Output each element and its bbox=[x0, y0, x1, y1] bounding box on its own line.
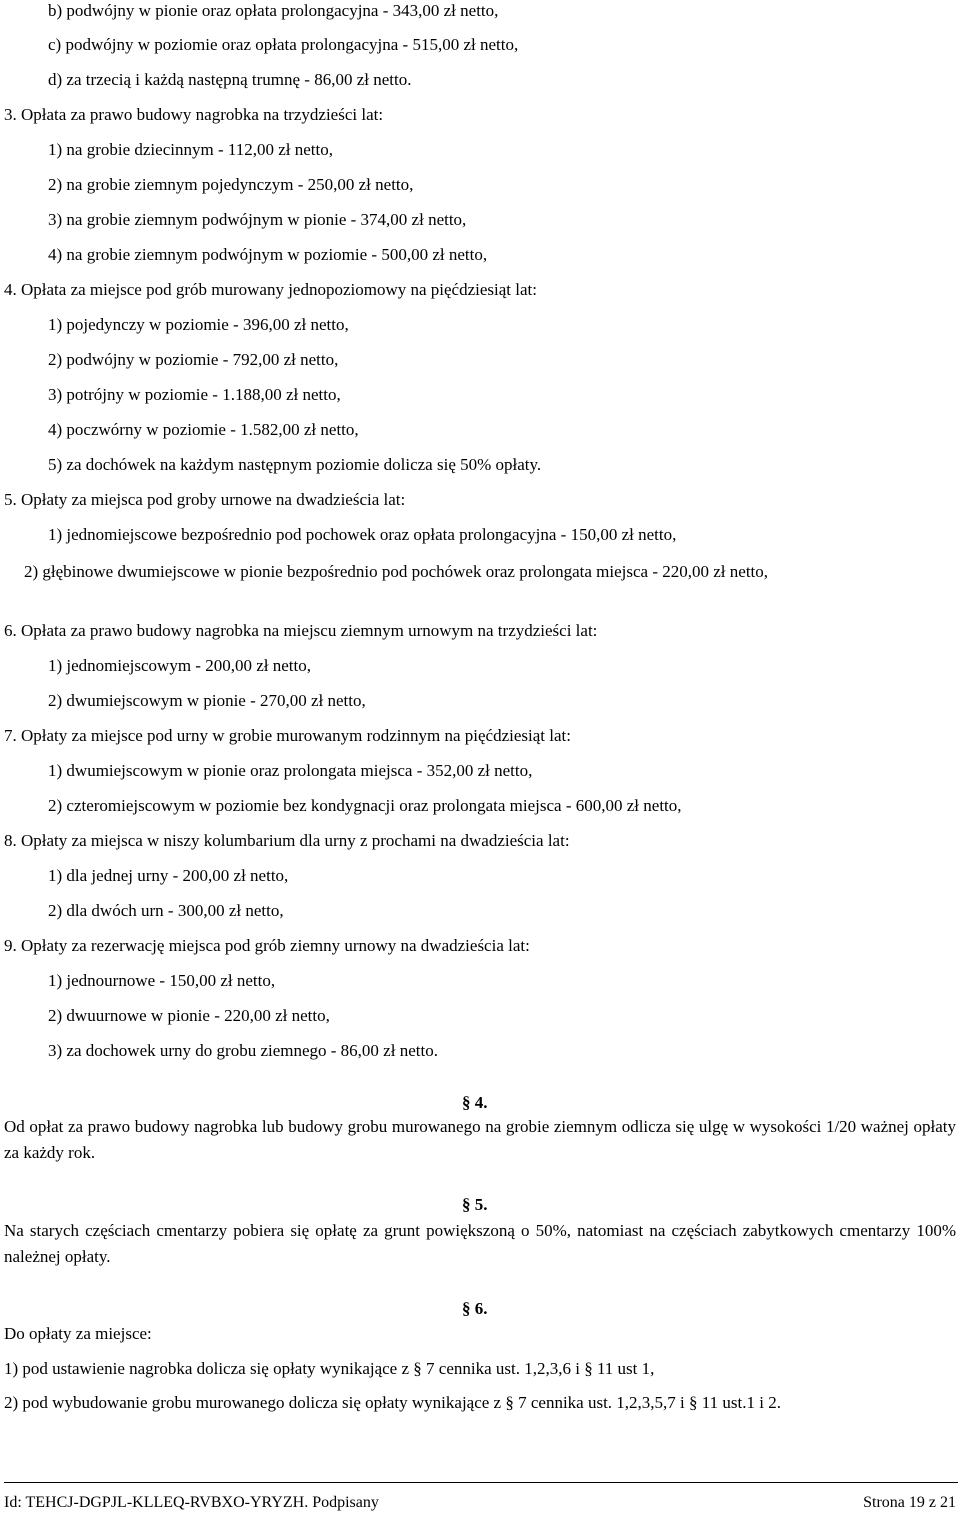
list-line: 1) jednomiejscowe bezpośrednio pod pochowek oraz opłata prolongacyjna - 150,00 zł netto, bbox=[48, 525, 677, 544]
section-number: 4. bbox=[474, 1093, 488, 1112]
section-heading-6 bbox=[462, 1298, 488, 1320]
list-line: 1) jednournowe - 150,00 zł netto, bbox=[48, 971, 276, 990]
list-heading: 8. Opłaty za miejsca w niszy kolumbarium dla urny z prochami na dwadzieścia lat: bbox=[4, 831, 570, 850]
section-heading-4 bbox=[462, 1092, 488, 1114]
paragraph-mark: § bbox=[462, 1195, 471, 1214]
list-line: 2) głębinowe dwumiejscowe w pionie bezpośrednio pod pochówek oraz prolongata miejsca - 220,00 zł netto, bbox=[24, 562, 769, 581]
paragraph-mark: § bbox=[462, 1093, 471, 1112]
section-6-item: 2) pod wybudowanie grobu murowanego dolicza się opłaty wynikające z § 7 cennika ust. 1,2,3,5,7 i § 11 ust.1 i 2. bbox=[4, 1393, 781, 1412]
list-line: 2) dwumiejscowym w pionie - 270,00 zł netto, bbox=[48, 691, 366, 710]
list-line: c) podwójny w poziomie oraz opłata prolongacyjna - 515,00 zł netto, bbox=[48, 35, 519, 54]
section-text-5: Na starych częściach cmentarzy pobiera się opłatę za grunt powiększoną o 50%, natomiast na częściach zabytkowych cmentarzy 100% należnej opłaty. bbox=[4, 1221, 956, 1266]
list-heading: 9. Opłaty za rezerwację miejsca pod grób ziemny urnowy na dwadzieścia lat: bbox=[4, 936, 530, 955]
list-heading: 6. Opłata za prawo budowy nagrobka na miejscu ziemnym urnowym na trzydzieści lat: bbox=[4, 621, 598, 640]
list-heading: 7. Opłaty za miejsce pod urny w grobie murowanym rodzinnym na pięćdziesiąt lat: bbox=[4, 726, 571, 745]
list-line: 1) dwumiejscowym w pionie oraz prolongata miejsca - 352,00 zł netto, bbox=[48, 761, 533, 780]
list-line: 3) na grobie ziemnym podwójnym w pionie - 374,00 zł netto, bbox=[48, 210, 467, 229]
list-line: 2) na grobie ziemnym pojedynczym - 250,00 zł netto, bbox=[48, 175, 414, 194]
section-number: 5. bbox=[474, 1195, 488, 1214]
footer-page-number: Strona 19 z 21 bbox=[863, 1494, 956, 1511]
list-line: 5) za dochówek na każdym następnym poziomie dolicza się 50% opłaty. bbox=[48, 455, 542, 474]
paragraph-mark: § bbox=[462, 1299, 471, 1318]
footer-document-id: Id: TEHCJ-DGPJL-KLLEQ-RVBXO-YRYZH. Podpisany bbox=[4, 1494, 379, 1511]
list-line: 1) jednomiejscowym - 200,00 zł netto, bbox=[48, 656, 311, 675]
section-text-4: Od opłat za prawo budowy nagrobka lub budowy grobu murowanego na grobie ziemnym odlicza się ulgę w wysokości 1/20 ważnej opłaty za każdy rok. bbox=[4, 1117, 956, 1162]
list-line: 2) podwójny w poziomie - 792,00 zł netto, bbox=[48, 350, 339, 369]
list-line: 1) dla jednej urny - 200,00 zł netto, bbox=[48, 866, 289, 885]
footer-divider bbox=[4, 1482, 958, 1483]
list-heading: 3. Opłata za prawo budowy nagrobka na trzydzieści lat: bbox=[4, 105, 384, 124]
section-text-6: Do opłaty za miejsce: bbox=[4, 1324, 152, 1343]
list-line: 4) poczwórny w poziomie - 1.582,00 zł netto, bbox=[48, 420, 359, 439]
list-line: 2) dwuurnowe w pionie - 220,00 zł netto, bbox=[48, 1006, 330, 1025]
section-heading-5 bbox=[462, 1194, 488, 1216]
list-heading: 4. Opłata za miejsce pod grób murowany jednopoziomowy na pięćdziesiąt lat: bbox=[4, 280, 537, 299]
section-number: 6. bbox=[474, 1299, 488, 1318]
list-line: 3) potrójny w poziomie - 1.188,00 zł netto, bbox=[48, 385, 341, 404]
section-6-item: 1) pod ustawienie nagrobka dolicza się opłaty wynikające z § 7 cennika ust. 1,2,3,6 i § 11 ust 1, bbox=[4, 1359, 655, 1378]
list-line: 2) czteromiejscowym w poziomie bez kondygnacji oraz prolongata miejsca - 600,00 zł netto, bbox=[48, 796, 682, 815]
list-line: 2) dla dwóch urn - 300,00 zł netto, bbox=[48, 901, 284, 920]
list-line: 1) na grobie dziecinnym - 112,00 zł netto, bbox=[48, 140, 333, 159]
list-line: 4) na grobie ziemnym podwójnym w poziomie - 500,00 zł netto, bbox=[48, 245, 488, 264]
list-line: b) podwójny w pionie oraz opłata prolongacyjna - 343,00 zł netto, bbox=[48, 1, 499, 20]
list-line: 3) za dochowek urny do grobu ziemnego - 86,00 zł netto. bbox=[48, 1041, 438, 1060]
list-heading: 5. Opłaty za miejsca pod groby urnowe na dwadzieścia lat: bbox=[4, 490, 406, 509]
list-line: d) za trzecią i każdą następną trumnę - 86,00 zł netto. bbox=[48, 70, 412, 89]
list-line: 1) pojedynczy w poziomie - 396,00 zł netto, bbox=[48, 315, 349, 334]
